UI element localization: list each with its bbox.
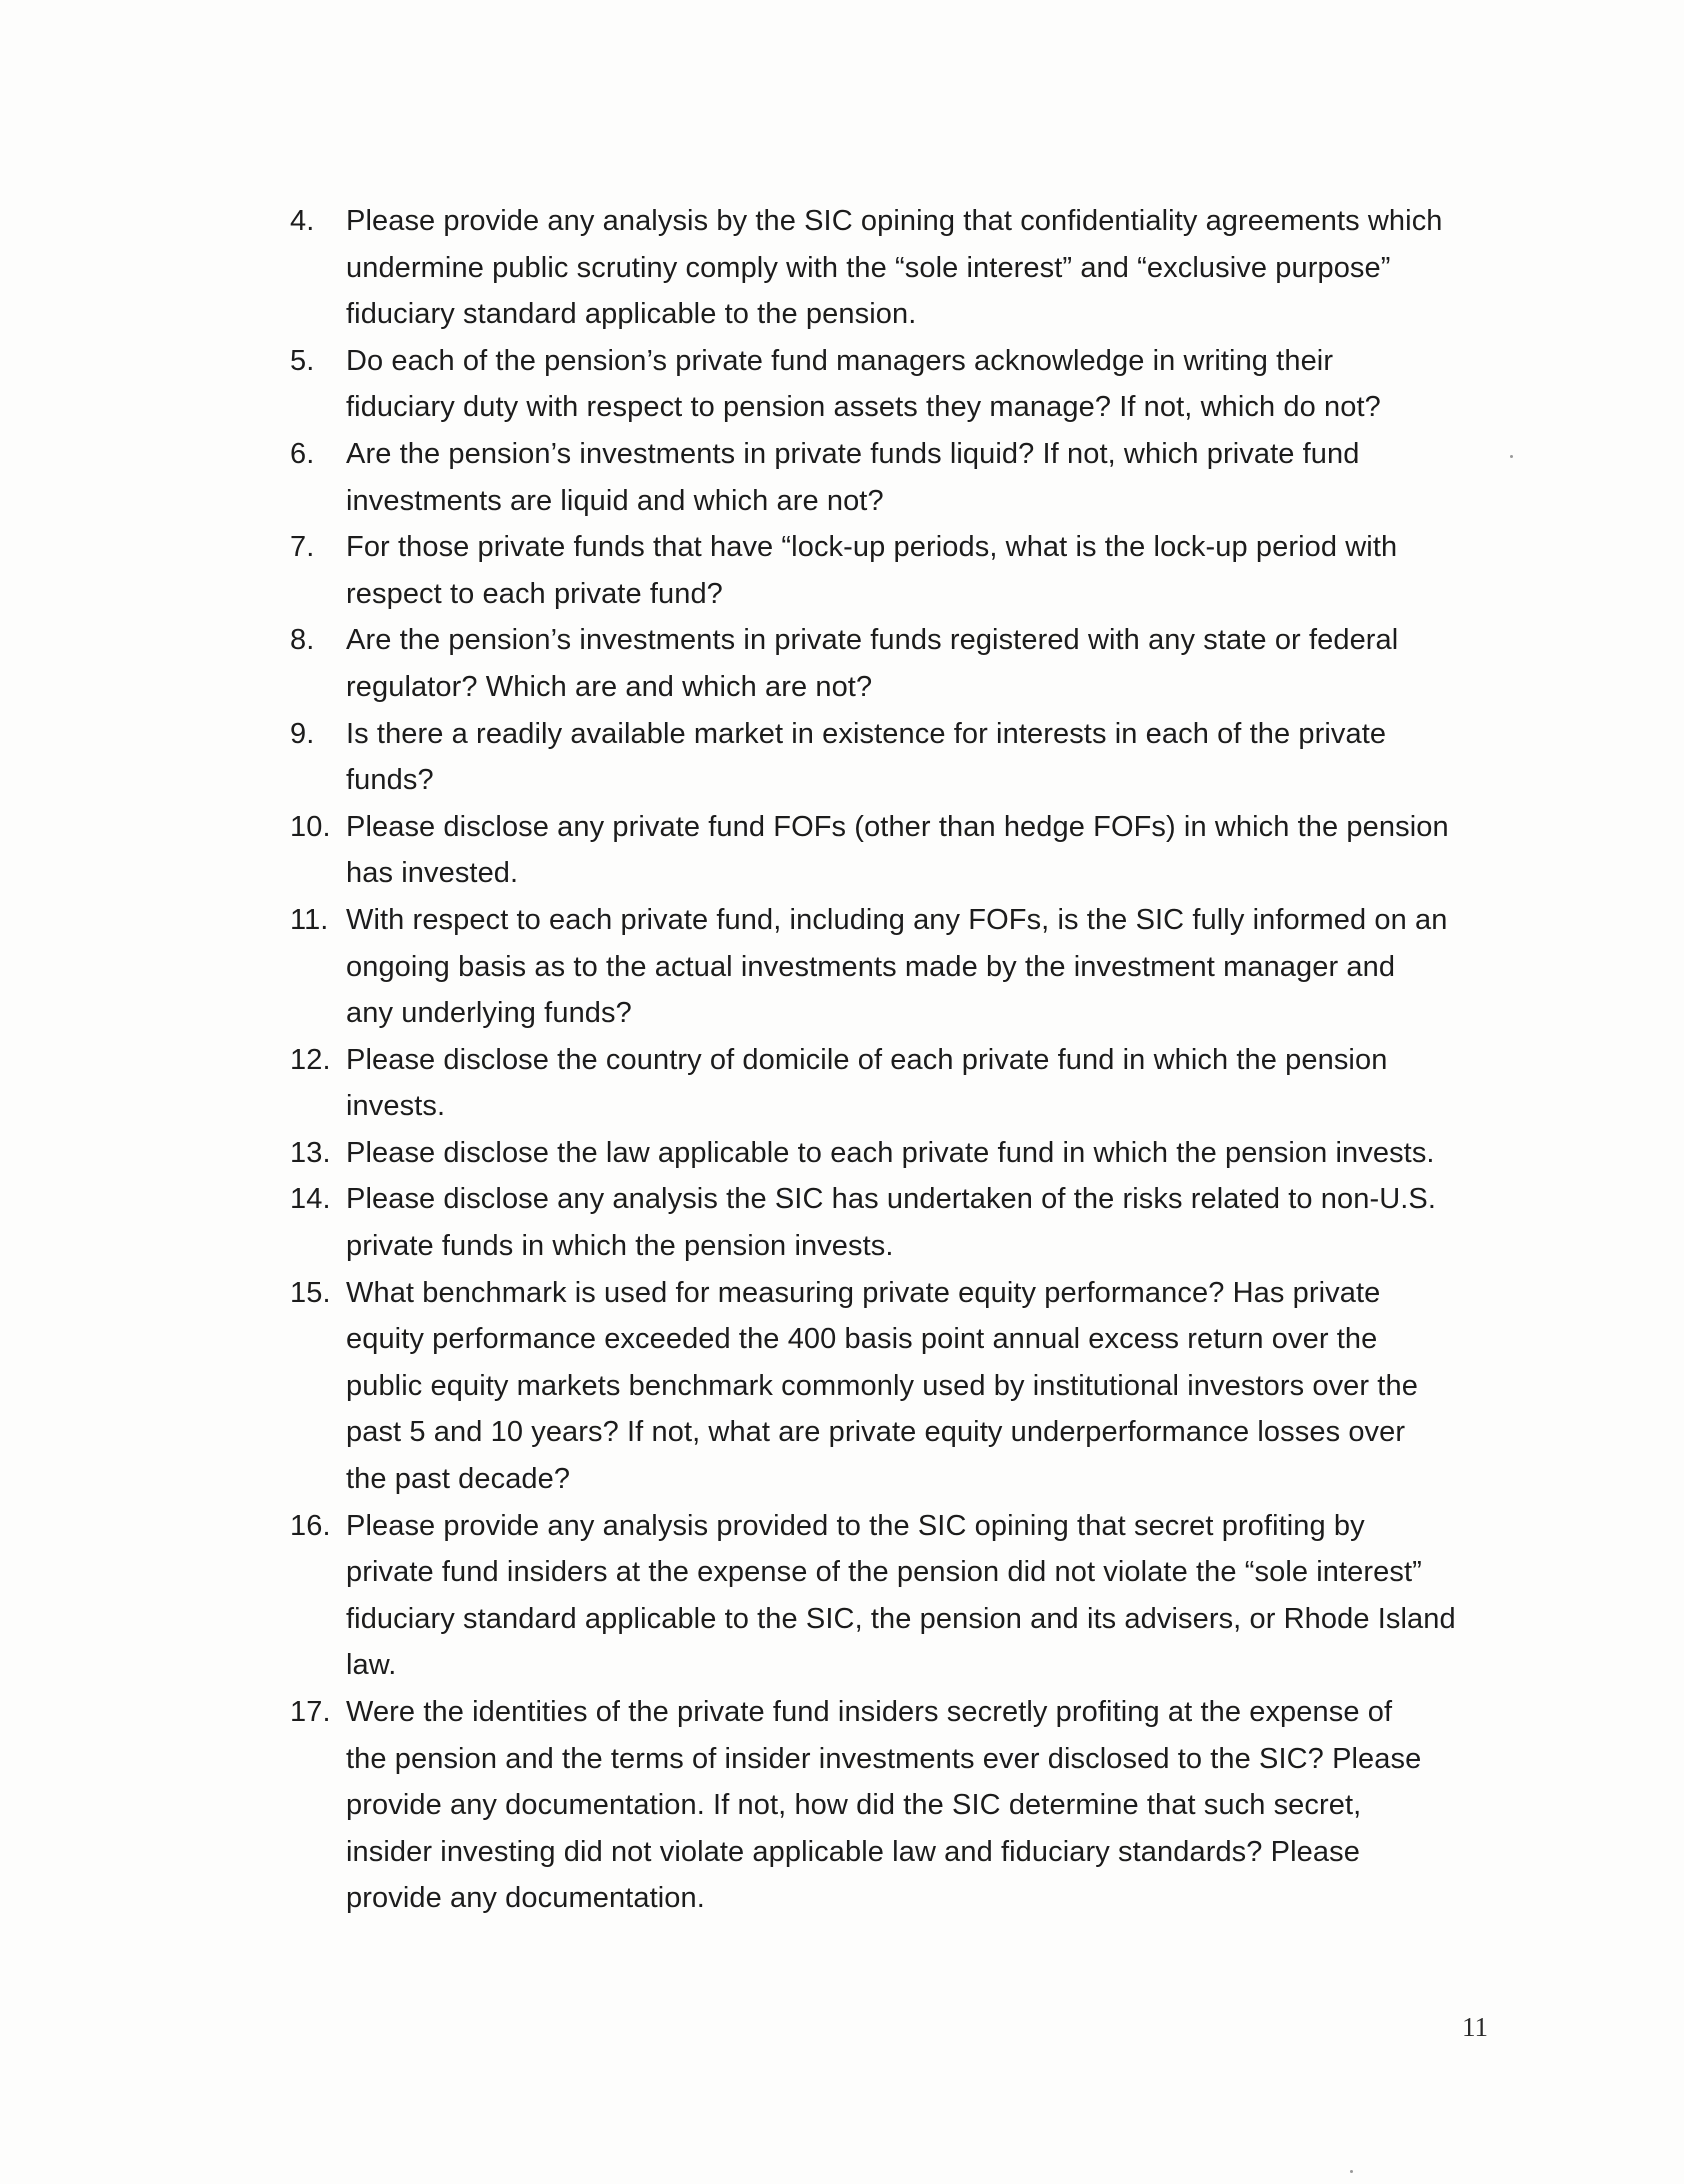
question-line: Are the pension’s investments in private funds liquid? If not, which private fund [346, 437, 1360, 470]
question-number: 14. [290, 1183, 331, 1216]
question-item [290, 1037, 1490, 1130]
question-line: provide any documentation. [346, 1882, 705, 1915]
question-text [346, 1176, 1490, 1269]
question-text [346, 198, 1490, 338]
question-number: 12. [290, 1043, 331, 1076]
question-item [290, 198, 1490, 338]
question-line: private fund insiders at the expense of the pension did not violate the “sole interest” [346, 1556, 1422, 1589]
question-text [346, 617, 1490, 710]
question-text [346, 1689, 1490, 1922]
question-text [346, 338, 1490, 431]
question-line: has invested. [346, 857, 519, 890]
question-item [290, 711, 1490, 804]
question-line: any underlying funds? [346, 997, 632, 1030]
question-line: For those private funds that have “lock-up periods, what is the lock-up period with [346, 531, 1398, 564]
question-number: 10. [290, 810, 331, 843]
question-text [346, 804, 1490, 897]
question-text [346, 1503, 1490, 1689]
question-text [346, 1270, 1490, 1503]
question-line: Please disclose the country of domicile of each private fund in which the pension [346, 1043, 1388, 1076]
question-text [346, 1130, 1490, 1177]
question-line: What benchmark is used for measuring private equity performance? Has private [346, 1276, 1381, 1309]
question-item [290, 524, 1490, 617]
page-number: 11 [1462, 2012, 1488, 2042]
question-line: funds? [346, 764, 434, 797]
question-number: 9. [290, 717, 315, 750]
question-item [290, 1130, 1490, 1177]
question-item [290, 1503, 1490, 1689]
question-item [290, 617, 1490, 710]
question-line: public equity markets benchmark commonly used by institutional investors over the [346, 1369, 1418, 1402]
question-line: equity performance exceeded the 400 basis point annual excess return over the [346, 1323, 1378, 1356]
question-line: provide any documentation. If not, how did the SIC determine that such secret, [346, 1789, 1362, 1822]
question-line: Do each of the pension’s private fund managers acknowledge in writing their [346, 344, 1334, 377]
question-line: Were the identities of the private fund insiders secretly profiting at the expense of [346, 1696, 1393, 1728]
question-number: 16. [290, 1509, 331, 1542]
question-line: invests. [346, 1090, 446, 1123]
scan-speck [1510, 455, 1513, 458]
question-item [290, 804, 1490, 897]
question-line: law. [346, 1649, 397, 1682]
question-line: Please provide any analysis provided to the SIC opining that secret profiting by [346, 1509, 1365, 1542]
question-text [346, 711, 1490, 804]
question-number: 7. [290, 531, 315, 564]
scan-speck [1350, 2170, 1353, 2173]
question-line: regulator? Which are and which are not? [346, 670, 873, 703]
question-line: fiduciary duty with respect to pension assets they manage? If not, which do not? [346, 391, 1381, 424]
question-number: 6. [290, 437, 315, 470]
question-item [290, 1176, 1490, 1269]
question-line: private funds in which the pension invests. [346, 1230, 894, 1263]
question-line: Please disclose any private fund FOFs (other than hedge FOFs) in which the pension [346, 810, 1449, 843]
question-text [346, 897, 1490, 1037]
question-line: the past decade? [346, 1463, 571, 1496]
question-line: past 5 and 10 years? If not, what are private equity underperformance losses over [346, 1416, 1406, 1449]
question-line: respect to each private fund? [346, 577, 723, 610]
question-number: 4. [290, 205, 315, 237]
question-line: investments are liquid and which are not? [346, 484, 884, 517]
question-item [290, 1689, 1490, 1922]
question-line: ongoing basis as to the actual investments made by the investment manager and [346, 950, 1396, 983]
question-number: 8. [290, 624, 315, 657]
question-number: 11. [290, 903, 329, 936]
question-line: the pension and the terms of insider investments ever disclosed to the SIC? Please [346, 1742, 1422, 1775]
question-text [346, 431, 1490, 524]
question-number: 13. [290, 1136, 331, 1169]
question-line: Is there a readily available market in existence for interests in each of the private [346, 717, 1387, 750]
question-line: fiduciary standard applicable to the SIC, the pension and its advisers, or Rhode Island [346, 1602, 1456, 1635]
question-line: Please provide any analysis by the SIC opining that confidentiality agreements which [346, 205, 1443, 237]
question-text [346, 524, 1490, 617]
question-line: undermine public scrutiny comply with the “sole interest” and “exclusive purpose” [346, 251, 1391, 284]
question-item [290, 338, 1490, 431]
question-text [346, 1037, 1490, 1130]
question-list [290, 198, 1490, 1922]
question-line: Please disclose the law applicable to each private fund in which the pension invests. [346, 1136, 1435, 1169]
question-number: 5. [290, 344, 315, 377]
question-item [290, 897, 1490, 1037]
question-line: With respect to each private fund, including any FOFs, is the SIC fully informed on an [346, 903, 1448, 936]
question-line: Please disclose any analysis the SIC has undertaken of the risks related to non-U.S. [346, 1183, 1437, 1216]
question-item [290, 1270, 1490, 1503]
question-number: 17. [290, 1696, 331, 1728]
question-item [290, 431, 1490, 524]
question-line: fiduciary standard applicable to the pension. [346, 298, 917, 331]
question-line: insider investing did not violate applicable law and fiduciary standards? Please [346, 1835, 1360, 1868]
question-line: Are the pension’s investments in private funds registered with any state or federal [346, 624, 1399, 657]
question-number: 15. [290, 1276, 331, 1309]
